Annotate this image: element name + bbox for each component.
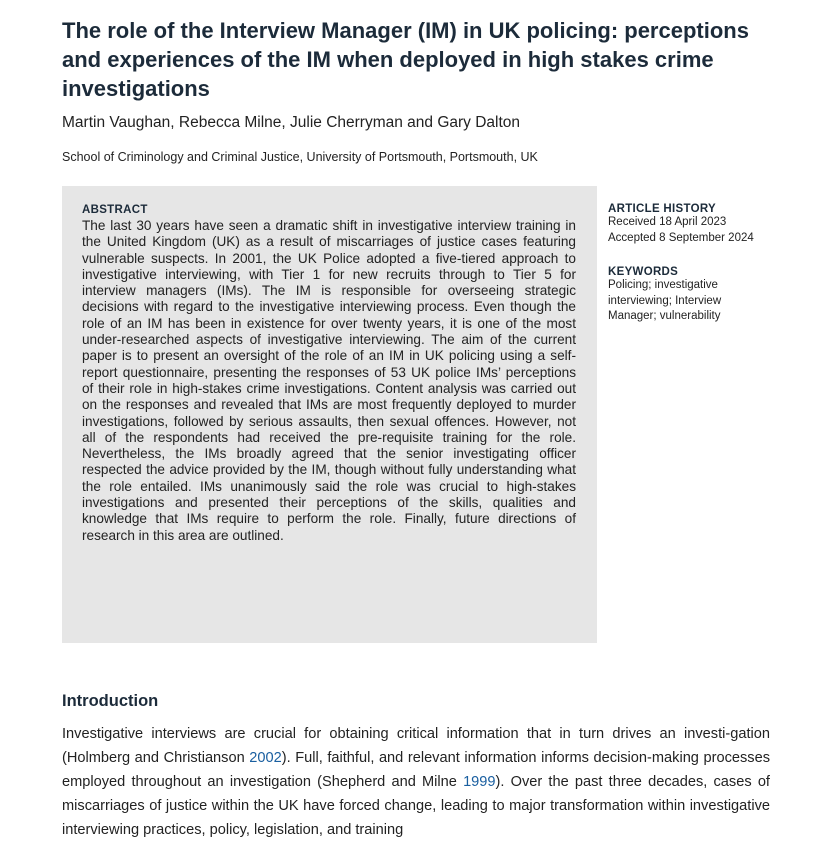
keywords-heading: KEYWORDS (608, 266, 679, 278)
affiliation: School of Criminology and Criminal Justice, University of Portsmouth, Portsmouth, UK (62, 150, 538, 164)
intro-text-part: ). Full, faithful, and relevant information informs decision-making processes employed throughout an investigation (Shepherd and Milne (62, 750, 770, 790)
intro-text-part: Investigative interviews are crucial for obtaining critical information that in turn drives an investi-gation (Holmberg and Christianson (62, 726, 770, 766)
abstract-text: The last 30 years have seen a dramatic shift in investigative interview training in the United Kingdom (UK) as a result of miscarriages of justice cases featuring vulnerable suspects. In 2001, the UK Police adopted a five-tiered approach to investigative interviewing, with Tier 1 for new recruits through to Tier 5 for interview managers (IMs). The IM is responsible for overseeing strategic decisions with regard to the investigative interviewing process. Even though the role of an IM has been in existence for over twenty years, it is one of the most under-researched aspects of investigative interviewing. The aim of the current paper is to present an oversight of the role of an IM in UK policing using a self-report questionnaire, presenting the responses of 53 UK police IMs’ perceptions of their role in high-stakes crime investigations. Content analysis was carried out on the responses and revealed that IMs are most frequently deployed to murder investigations, followed by serious assaults, then sexual offences. However, not all of the respondents had received the pre-requisite training for the role. Nevertheless, the IMs broadly agreed that the senior investigating officer respected the advice provided by the IM, though without fully understanding what the role entailed. IMs unanimously said the role was crucial to high-stakes investigations and presented their perceptions of the skills, qualities and knowledge that IMs require to perform the role. Finally, future directions of research in this area are outlined. (82, 218, 576, 543)
abstract-heading: ABSTRACT (82, 204, 148, 216)
introduction-heading: Introduction (62, 692, 159, 710)
author-list: Martin Vaughan, Rebecca Milne, Julie Cherryman and Gary Dalton (62, 114, 521, 131)
citation-link[interactable]: 1999 (463, 774, 496, 790)
keywords-text: Policing; investigative interviewing; Interview Manager; vulnerability (608, 279, 722, 322)
article-history (608, 203, 798, 246)
introduction-paragraph (62, 722, 770, 842)
article-history-heading: ARTICLE HISTORY (608, 203, 717, 215)
keywords (608, 266, 798, 325)
paper-title: The role of the Interview Manager (IM) in UK policing: perceptions and experiences of the IM when deployed in high stakes crime investigations (62, 18, 749, 101)
citation-link[interactable]: 2002 (249, 750, 282, 766)
accepted-date: Accepted 8 September 2024 (608, 231, 754, 244)
received-date: Received 18 April 2023 (608, 216, 727, 228)
intro-text-part: ). Over the past three decades, cases of miscarriages of justice within the UK have forced change, leading to major transformation within investigative interviewing practices, policy, legislation, and training (62, 774, 770, 838)
